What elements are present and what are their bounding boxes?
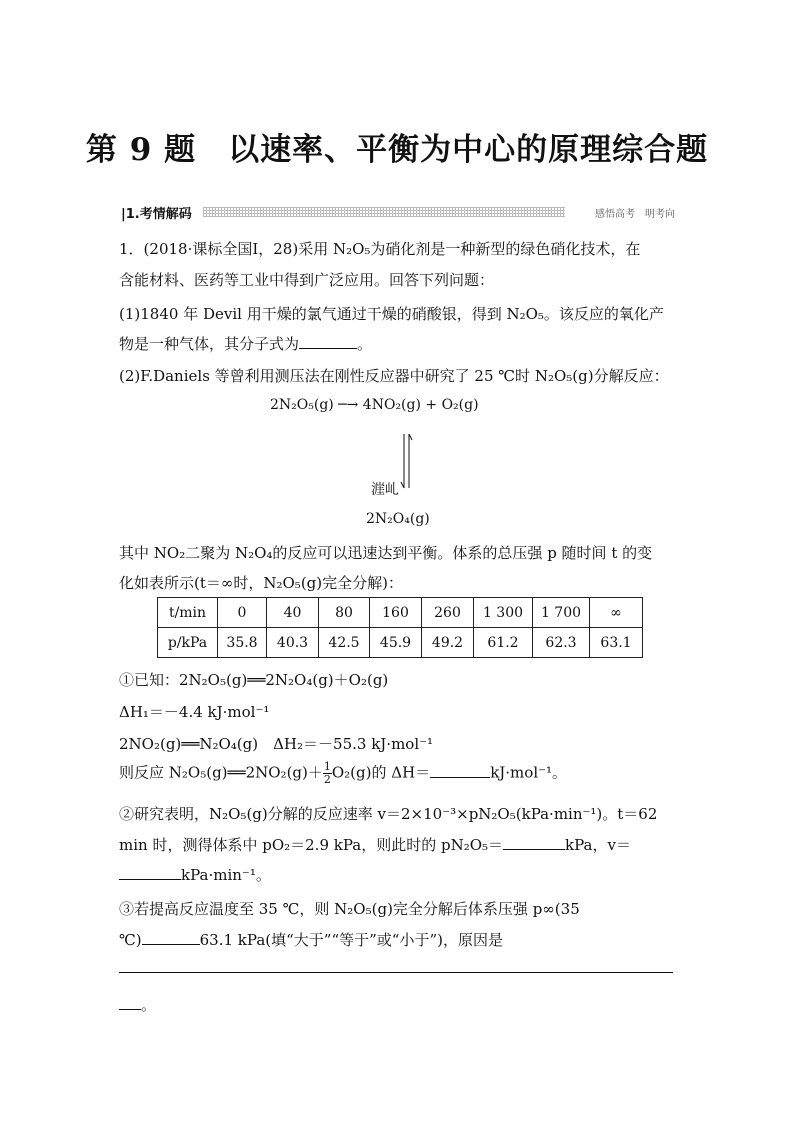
section-label: |1.考情解码 [121,203,196,222]
fraction-half [323,761,332,786]
rate-line-1: ②研究表明，N₂O₅(g)分解的反应速率 v＝2×10⁻³×pN₂O₅(kPa·min⁻¹)。t＝62 [119,805,658,823]
fraction-denominator: 2 [323,773,331,786]
temperature-text-end: 63.1 kPa(填“大于”“等于”或“小于”)，原因是 [199,931,503,949]
table-row [158,628,643,658]
after-equation-line-1: 其中 NO₂二聚为 N₂O₄的反应可以迅速达到平衡。体系的总压强 p 随时间 t 的变 [119,544,653,562]
reaction-text-mid: O₂(g)的 ΔH＝ [331,763,431,782]
table-cell: p/kPa [158,628,218,658]
table-cell: 40 [267,598,319,628]
part1-line-1: (1)1840 年 Devil 用干燥的氯气通过干燥的硝酸银，得到 N₂O₅。该反应的氧化产 [119,305,664,323]
fraction-numerator: 1 [323,760,331,773]
temperature-text: ℃) [119,931,142,949]
rate-text: min 时，测得体系中 pO₂＝2.9 kPa，则此时的 pN₂O₅＝ [119,836,504,854]
question-intro-line-2: 含能材料、医药等工业中得到广泛应用。回答下列问题： [119,271,495,289]
section-slogan: 感悟高考 明考向 [595,209,675,220]
table-cell: 260 [422,598,474,628]
table-cell: 62.3 [533,628,590,658]
end-mark: 。 [141,996,157,1014]
temperature-line-1: ③若提高反应温度至 35 ℃，则 N₂O₅(g)完全分解后体系压强 p∞(35 [119,900,580,918]
part1-end: 。 [357,335,373,353]
table-cell: 0 [218,598,267,628]
rate-text-end: kPa·min⁻¹。 [181,866,271,884]
table-cell: t/min [158,598,218,628]
reaction-text-end: kJ·mol⁻¹。 [490,763,568,782]
section-bar [119,203,675,220]
rate-line-2 [119,834,631,855]
part1-line-2 [119,333,372,354]
table-cell: 40.3 [267,628,319,658]
temperature-line-2 [119,929,503,950]
known-line-1: ①已知：2N₂O₅(g)══2N₂O₄(g)＋O₂(g) [119,671,389,689]
section-bar-pattern [203,207,565,217]
known-line-3: 2NO₂(g)══N₂O₄(g) ΔH₂＝－55.3 kJ·mol⁻¹ [119,735,434,753]
product-n2o4: 2N₂O₄(g) [366,511,430,527]
table-cell: 1 300 [474,598,533,628]
arrow-label: 漄乢 [371,482,399,498]
after-equation-line-2: 化如表所示(t＝∞时，N₂O₅(g)完全分解)： [119,574,403,592]
answer-line-end [119,994,156,1015]
answer-blank-pressure[interactable] [503,835,565,850]
table-cell: 35.8 [218,628,267,658]
table-cell: 63.1 [590,628,643,658]
table-cell: ∞ [590,598,643,628]
part2-line: (2)F.Daniels 等曾利用测压法在刚性反应器中研究了 25 ℃时 N₂O₅(g)分解反应： [119,367,669,385]
question-intro-line-1: 1．(2018·课标全国Ⅰ，28)采用 N₂O₅为硝化剂是一种新型的绿色硝化技术，在 [119,240,641,258]
reaction-text: 则反应 N₂O₅(g)══2NO₂(g)＋ [119,763,323,782]
pressure-time-table [157,597,643,658]
answer-blank-compare[interactable] [142,930,200,945]
table-cell: 160 [370,598,422,628]
reaction-enthalpy-line [119,761,567,786]
rate-text-mid: kPa，v＝ [565,836,631,854]
rate-line-3 [119,864,271,885]
known-line-2: ΔH₁＝－4.4 kJ·mol⁻¹ [119,703,270,721]
part1-prompt: 物是一种气体，其分子式为 [119,335,300,353]
answer-blank-rate[interactable] [119,865,181,880]
main-equation: 2N₂O₅(g) ─→ 4NO₂(g) + O₂(g) [270,397,479,413]
table-row [158,598,643,628]
answer-line-reason[interactable] [119,972,673,973]
table-cell: 80 [319,598,370,628]
answer-blank-formula[interactable] [299,334,357,349]
reversible-arrow-icon [398,430,416,492]
table-cell: 45.9 [370,628,422,658]
answer-blank-reason-tail[interactable] [119,995,141,1010]
table-cell: 49.2 [422,628,474,658]
table-cell: 61.2 [474,628,533,658]
table-cell: 1 700 [533,598,590,628]
answer-blank-enthalpy[interactable] [430,763,490,778]
table-cell: 42.5 [319,628,370,658]
page-title: 第 9 题 以速率、平衡为中心的原理综合题 [85,132,709,168]
